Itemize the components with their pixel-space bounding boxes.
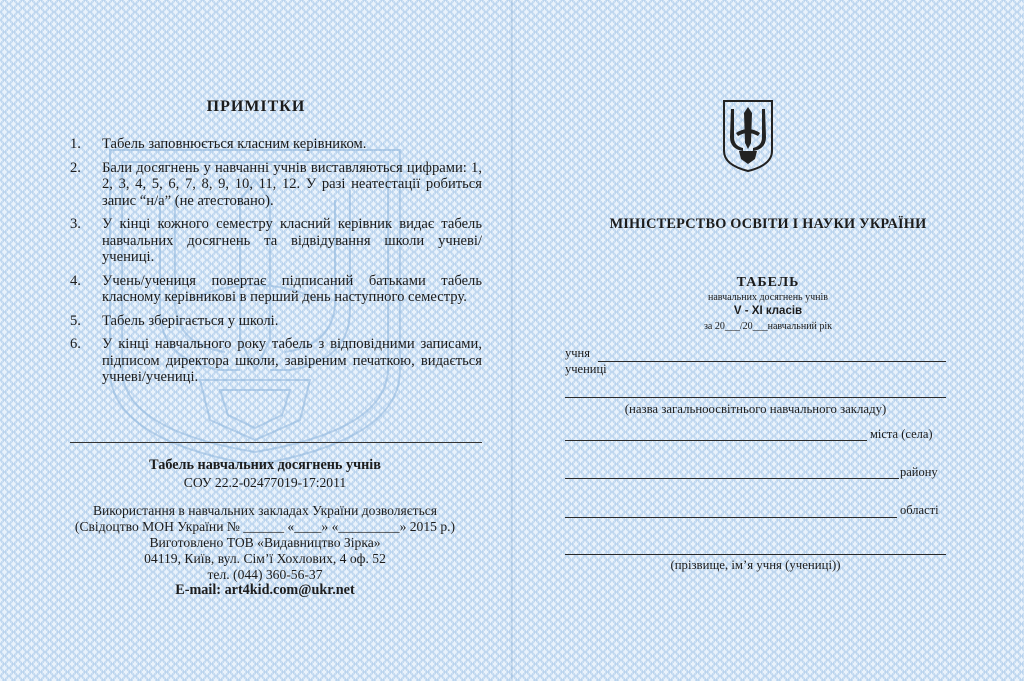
school-year-line: за 20___/20___навчальний рік [703, 321, 833, 332]
city-line[interactable] [565, 440, 867, 441]
note-item [70, 313, 482, 330]
note-text: У кінці кожного семестру класний керівник видає табель навчальних досягнень та відвідування школи учневі/учениці. [102, 216, 482, 265]
region-line[interactable] [565, 517, 897, 518]
note-text: Табель зберігається у школі. [102, 312, 279, 329]
publisher-phone: тел. (044) 360-56-37 [207, 567, 323, 582]
district-line[interactable] [565, 478, 899, 479]
publisher-address: 04119, Київ, вул. Сім’ї Хохлових, 4 оф. 52 [144, 551, 386, 566]
student-male-label: учня [565, 346, 590, 360]
student-female-label: учениці [565, 362, 607, 376]
school-name-line[interactable] [565, 397, 946, 398]
notes-divider [70, 442, 482, 443]
note-number: 5. [70, 312, 81, 329]
note-text: Бали досягнень у навчанні учнів виставляються цифрами: 1, 2, 3, 4, 5, 6, 7, 8, 9, 10, 11, 12. У разі неатестації робиться запис “н/а” (не атестовано). [102, 159, 482, 209]
grades-range: V - XI класів [733, 305, 803, 317]
note-number: 2. [70, 159, 81, 176]
city-label: міста (села) [870, 427, 933, 441]
student-name-line[interactable] [598, 361, 946, 362]
product-title: Табель навчальних досягнень учнів [149, 457, 381, 473]
notes-title: ПРИМІТКИ [206, 98, 306, 115]
note-item [70, 160, 482, 210]
usage-permission: Використання в навчальних закладах України дозволяється [92, 503, 438, 518]
right-page-cover [512, 0, 1024, 681]
trident-emblem-icon [722, 99, 774, 173]
document-subtitle: навчальних досягнень учнів [708, 292, 828, 303]
note-text: У кінці навчального року табель з відповідними записами, підписом директора школи, завіреним печаткою, видається учневі/учениці. [102, 336, 482, 385]
note-number: 4. [70, 272, 81, 289]
document-title: ТАБЕЛЬ [736, 275, 800, 290]
school-name-caption: (назва загальноосвітнього навчального закладу) [624, 402, 887, 416]
notes-list [70, 136, 482, 393]
email-address: art4kid.com@ukr.net [224, 582, 355, 598]
note-item [70, 216, 482, 266]
note-number: 1. [70, 136, 81, 152]
ministry-name: МІНІСТЕРСТВО ОСВІТИ І НАУКИ УКРАЇНИ [609, 216, 927, 232]
note-item [70, 336, 482, 386]
district-label: району [900, 465, 938, 479]
region-label: області [900, 503, 939, 517]
note-number: 3. [70, 216, 81, 232]
note-text: Учень/учениця повертає підписаний батьками табель класному керівникові в перший день наступного семестру. [102, 272, 482, 305]
publisher: Виготовлено ТОВ «Видавництво Зірка» [149, 535, 381, 550]
note-text: Табель заповнюється класним керівником. [102, 136, 367, 152]
note-item [70, 273, 482, 306]
note-number: 6. [70, 336, 81, 352]
publisher-email-line [40, 583, 490, 599]
product-standard: СОУ 22.2-02477019-17:2011 [183, 475, 347, 490]
note-item [70, 136, 482, 153]
certificate-line: (Свідоцтво МОН України № ______ «____» «_________» 2015 р.) [74, 519, 456, 534]
full-name-line[interactable] [565, 554, 946, 555]
email-label: E-mail: [175, 582, 222, 598]
full-name-caption: (прізвище, ім’я учня (учениці)) [670, 558, 841, 572]
